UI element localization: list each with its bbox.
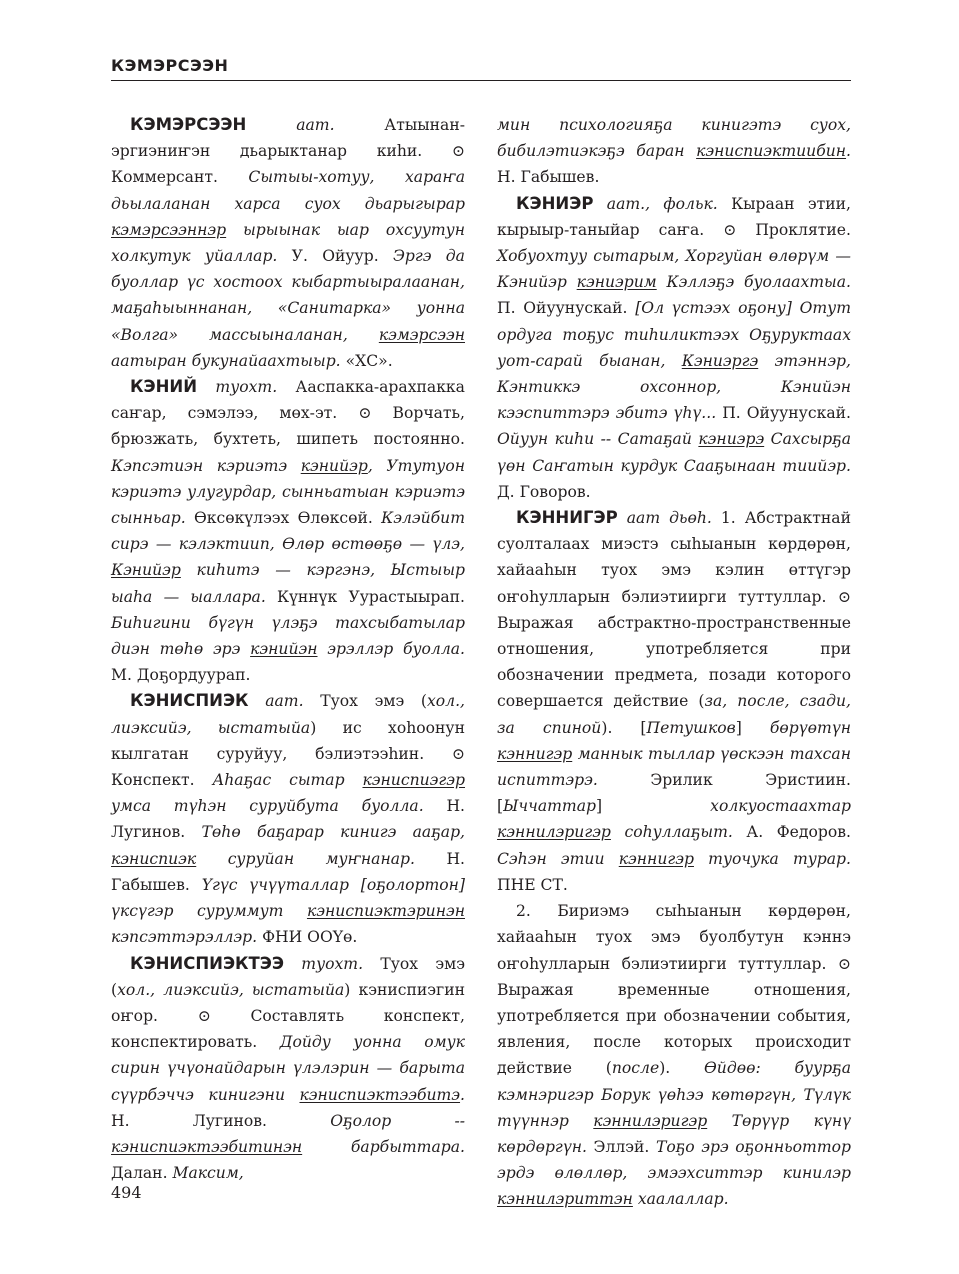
text-run: А. Федоров. [732, 823, 851, 842]
text-run [246, 116, 296, 134]
italic-text: хол., лиэксийэ, ыстатыйа [117, 980, 345, 999]
text-run: М. Доҕордуурап. [111, 666, 251, 685]
text-run [618, 509, 627, 527]
text-run: Коммерсант. [111, 168, 249, 187]
text-run: ] [596, 797, 711, 816]
italic-text: киһитэ — кэргэнэ, Ыстыыр ыаһа — ыаллара. [111, 561, 465, 606]
text-run: ] [735, 718, 770, 737]
left-column [111, 112, 465, 1186]
text-run: Выражая абстрактно-пространственные отношения, употребляется при обозначении предмета, позади которого совершается действие ( [497, 613, 851, 711]
translation-mark: ⊙ [837, 954, 851, 973]
translation-mark: ⊙ [723, 220, 737, 239]
translation-mark: ⊙ [358, 404, 372, 423]
text-run: Проклятие. [736, 220, 851, 239]
italic-text: Төһө баҕарар кинигэ ааҕар, [201, 823, 466, 842]
entry-continuation [497, 112, 851, 191]
italic-text: аат. [296, 116, 335, 134]
text-run [593, 195, 606, 213]
italic-text: маннык тыллар үөскээн тахсан испиттэрэ. [497, 744, 851, 790]
page-number: 494 [111, 1183, 142, 1202]
example-headword-form: Кэниэргэ [681, 351, 759, 370]
text-run: Кыраан этии, кырыыр-таныйар саҥа. [497, 194, 851, 239]
text-run: Н. Габышев. [497, 168, 600, 187]
italic-text: кэпсэттэрэллэр. [111, 928, 258, 947]
entry-body [497, 902, 851, 1208]
italic-text: , Утутуон кэриэтэ улугурдар, сынньатыан кэриэтэ сынньар. [111, 456, 465, 528]
italic-text: Кэлэйбит сирэ — кэлэктиип, Өлөр өстөөҕө — үлэ, [111, 509, 465, 554]
entry-headword: КЭННИГЭР [516, 508, 618, 528]
entry-headword: КЭМЭРСЭЭН [130, 115, 247, 134]
text-run: 2. Бириэмэ сыһыанын көрдөрөн, хайааһын туох эмэ буолбутун кэннэ оҥоһулларын бэлиэтиирги туттуллар. [497, 902, 851, 973]
text-run: Д. Говоров. [497, 482, 591, 501]
example-headword-form: кэниспиэктиибин [696, 142, 847, 161]
text-run: 1. Абстрактнай суолталаах миэстэ сыһыанын көрдөрөн, хайааһын туох эмэ кэлин өттүгэр оҥоһулларын бэлиэтиирги туттуллар. [497, 509, 851, 606]
text-run: Н. Габышев. [111, 849, 465, 894]
italic-text: Тоҕо эрэ оҕонньоттор эрдэ өлөллөр, эмээхситтэр кинилэр [497, 1137, 851, 1183]
italic-text: Ыччаттар [503, 797, 596, 816]
text-run: Выражая временные отношения, употребляется при обозначении события, явления, после которых происходит действие ( [497, 980, 851, 1078]
italic-text: Эргэ да буоллар үс хостоох кыбартыыралаанан, маҕаһыыннанан, [111, 247, 465, 318]
italic-text: туохт. [301, 954, 364, 973]
example-headword-form: кэнийэн [250, 640, 318, 659]
header-rule [111, 80, 851, 81]
example-headword-form: кэннилэриттэн [497, 1190, 633, 1209]
translation-mark: ⊙ [451, 744, 465, 763]
italic-text: . [846, 142, 851, 161]
dictionary-entry [111, 951, 465, 1187]
example-headword-form: кэниспиэктээбитинэн [111, 1137, 303, 1156]
italic-text: массыыналанан, [178, 325, 379, 344]
italic-text: . [460, 1085, 465, 1104]
entry-body [111, 955, 465, 1183]
example-headword-form: кэмэрсээннэр [111, 220, 227, 239]
example-headword-form: кэннигэр [618, 849, 694, 868]
example-headword-form: кэниспиэк [111, 849, 197, 868]
text-run: ФНИ ООҮө. [257, 928, 358, 947]
italic-text: Максим, [172, 1164, 244, 1183]
text-run: Эллэй. [586, 1137, 656, 1156]
entry-body [497, 116, 851, 186]
text-run: Туох эмэ ( [111, 954, 465, 999]
example-headword-form: кэннигэр [497, 744, 573, 763]
text-run: У. Ойуур. [277, 247, 393, 266]
example-headword-form: кэниспиэктэринэн [306, 902, 465, 921]
dictionary-entry [497, 191, 851, 505]
text-run [197, 378, 215, 396]
italic-text: Кэпсэтиэн кэриэтэ [111, 456, 301, 475]
example-headword-form: кэннилэригэр [497, 823, 611, 842]
italic-text: после [611, 1059, 660, 1078]
text-run: Конспект. [111, 771, 213, 790]
italic-text: Өйдөө: буурҕа кэмнэригэр Борук үөһээ көтөргүн, Түлүк түүннэр [497, 1059, 851, 1130]
text-run [284, 955, 301, 973]
italic-text: Сэһэн этии [497, 849, 619, 868]
example-headword-form: кэмэрсээн [378, 325, 465, 344]
italic-text: оҕолортон [366, 875, 459, 894]
entry-headword: КЭНИСПИЭК [130, 691, 249, 711]
text-run: Составлять конспект, конспектировать. [111, 1006, 465, 1052]
italic-text: мин психологияҕа кинигэтэ суох, бибилэтиэкэҕэ баран [497, 116, 851, 161]
italic-text: аат дьөһ. [626, 509, 712, 528]
text-run: Н. Лугинов. [111, 1111, 331, 1130]
entry-body [497, 195, 851, 501]
text-run: Күннүк Уурастыырап. [265, 587, 465, 606]
italic-text: соһуллаҕыт. [610, 823, 733, 842]
italic-text: Сытыы-хотуу, хараҥа дьылаланан харса суох дьарыгырар [111, 168, 466, 213]
italic-text: Сахсырҕа үөн Саҥатын курдук Сааҕынаан тиийэр. [497, 430, 851, 475]
italic-text: [Ол үстээх оҕону] Отут ордуга тоҕус тиһиликтээх Оҕуруктаах уот-сарай быанан, [497, 299, 851, 370]
italic-text: Дойду уонна омук сирин үчүонайдарын үлэлэрин — барыта сүүрбэччэ кинигэни [111, 1033, 465, 1104]
entry-sense [497, 898, 851, 1212]
running-header [111, 56, 851, 76]
text-run [249, 692, 266, 710]
text-run: ). [ [601, 718, 647, 737]
entry-body [111, 116, 465, 370]
italic-text: барбыттара. [302, 1137, 465, 1156]
entry-body [111, 378, 465, 684]
entry-headword: КЭНИЭР [516, 193, 594, 213]
italic-text: аат. [265, 692, 304, 711]
italic-text: аатыран букунайаахтыыр. [111, 351, 341, 370]
example-headword-form: кэниэрим [576, 273, 657, 292]
dictionary-entry [111, 374, 465, 688]
italic-text: хаалаллар. [632, 1190, 729, 1209]
dictionary-entry [111, 688, 465, 950]
entry-headword: КЭНИСПИЭКТЭЭ [130, 953, 285, 973]
example-headword-form: кэниэрэ [698, 430, 765, 449]
example-headword-form: Кэнийэр [111, 561, 181, 580]
italic-text: «Волга» [111, 325, 179, 344]
italic-text: аат., фольк. [606, 194, 718, 213]
italic-text: Петушков [646, 718, 736, 737]
italic-text: этэннэр, Кэнтиккэ охсоннор, Кэнийэн кээспиттэрэ эбитэ үһү... [497, 351, 851, 423]
text-run: П. Ойуунускай. [716, 404, 851, 423]
translation-mark: ⊙ [837, 587, 851, 606]
italic-text: Үгүс үчүүталлар [ [201, 875, 367, 894]
text-run: ) ис хоһоонун кылгатан суруйуу, бэлиэтээһин. [111, 718, 465, 763]
italic-text: эрэллэр буолла. [317, 640, 466, 659]
right-column [497, 112, 851, 1213]
italic-text: Төрүүр күнү көрдөргүн. [497, 1111, 851, 1156]
italic-text: Аһаҕас сытар [212, 771, 363, 790]
entry-body [497, 509, 851, 894]
text-run: ПНЕ СТ. [497, 875, 568, 894]
italic-text: Оҕолор -- [330, 1111, 465, 1130]
italic-text: уонна [391, 299, 465, 318]
dictionary-entry [111, 112, 465, 374]
entry-headword: КЭНИЙ [130, 377, 198, 397]
italic-text: Биһигини бүгүн үлэҕэ тахсыбатылар диэн төһө эрэ [111, 613, 465, 659]
text-run: «ХС». [340, 351, 393, 370]
italic-text: Ойуун киһи -- Сатаҕай [497, 430, 699, 449]
text-run: Ааспакка-арахпакка саҥар, сэмэлээ, мөх-эт. [111, 378, 465, 423]
italic-text: холкуостаахтар [710, 797, 851, 816]
translation-mark: ⊙ [451, 142, 465, 161]
italic-text: суруйан муҥнанар. [196, 849, 415, 868]
italic-text: Хобуохтуу сытарым, Хоргуйан өлөрүм — Кэнийэр [497, 247, 851, 292]
italic-text: умса түһэн суруйбута буолла. [111, 797, 424, 816]
italic-text: ] үксүгэр суруммут [111, 875, 465, 921]
text-run: Далан. [111, 1164, 173, 1183]
entry-body [111, 692, 465, 946]
text-run: ) кэниспиэгин оҥор. [111, 980, 465, 1025]
dictionary-entry [497, 505, 851, 898]
example-headword-form: кэниспиэктээбитэ [299, 1085, 461, 1104]
italic-text: бөрүөтүн [769, 718, 851, 737]
text-run: Н. Лугинов. [111, 797, 465, 842]
italic-text: Кэллэҕэ буолаахтыа. [656, 273, 851, 292]
italic-text: туохт. [215, 378, 278, 397]
text-run: ). [659, 1059, 705, 1078]
example-headword-form: кэнийэр [300, 456, 368, 475]
text-run: Эрилик Эристиин. [ [497, 771, 851, 816]
translation-mark: ⊙ [197, 1006, 211, 1025]
text-run: Ворчать, брюзжать, бухтеть, шипеть постоянно. [111, 404, 466, 449]
italic-text: ырыынак ыар охсуутун холкутук уйаллар. [111, 220, 465, 266]
example-headword-form: кэниспиэгэр [362, 771, 465, 790]
text-run: П. Ойуунускай. [497, 299, 636, 318]
text-run: Туох эмэ ( [303, 692, 427, 711]
italic-text: за, после, сзади, за спиной [497, 692, 851, 737]
italic-text: «Санитарка» [277, 299, 392, 318]
text-run: Атыынан-эргиэниҥэн дьарыктанар киһи. [111, 116, 465, 161]
text-run: Өксөкүлээх Өлөксөй. [185, 509, 382, 528]
italic-text: хол., лиэксийэ, ыстатыйа [111, 692, 465, 737]
example-headword-form: кэннилэригэр [593, 1111, 708, 1130]
italic-text: туочука турар. [693, 849, 852, 868]
running-title: КЭМЭРСЭЭН [111, 56, 229, 75]
